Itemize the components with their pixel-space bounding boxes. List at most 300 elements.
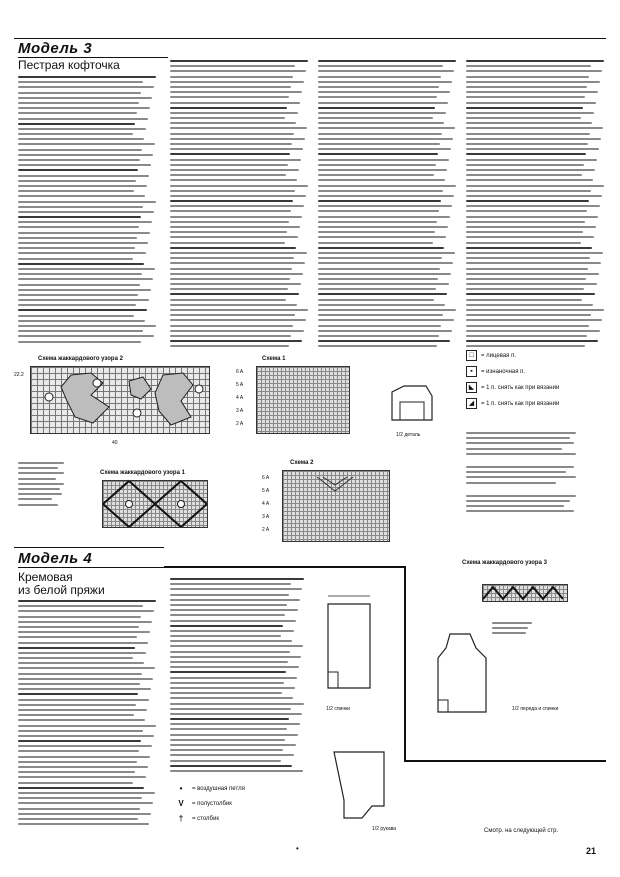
pattern-sleeve-outline xyxy=(322,744,402,828)
text-line xyxy=(170,599,300,601)
text-line xyxy=(18,818,138,820)
model3-column-2 xyxy=(170,60,310,351)
text-line xyxy=(170,138,305,140)
text-line xyxy=(318,112,446,114)
chart-2-motif xyxy=(283,471,389,541)
pattern-back xyxy=(318,588,388,705)
text-line xyxy=(170,651,290,653)
text-line xyxy=(466,174,582,176)
text-line xyxy=(466,195,602,197)
model3-subtitle: Пестрая кофточка xyxy=(18,58,120,72)
text-line xyxy=(318,138,453,140)
text-line xyxy=(466,159,597,161)
text-line xyxy=(466,127,603,129)
text-line xyxy=(318,179,445,181)
text-line xyxy=(18,304,136,306)
text-line xyxy=(466,179,593,181)
stitch-symbol-icon: † xyxy=(178,814,184,823)
text-line xyxy=(18,76,156,78)
text-line xyxy=(318,190,443,192)
text-line xyxy=(170,682,284,684)
text-line xyxy=(18,273,142,275)
text-line xyxy=(466,102,596,104)
text-line xyxy=(18,149,142,151)
legend-bottom-item xyxy=(176,814,296,823)
model4-column-2 xyxy=(170,578,310,775)
text-line xyxy=(170,242,285,244)
text-line xyxy=(18,138,144,140)
text-line xyxy=(318,293,447,295)
text-line xyxy=(170,159,301,161)
text-line xyxy=(318,169,447,171)
top-rule xyxy=(14,38,606,39)
text-line xyxy=(466,81,600,83)
text-line xyxy=(18,657,133,659)
model4-frame-top xyxy=(164,566,404,568)
text-line xyxy=(466,330,600,332)
text-line xyxy=(18,688,151,690)
text-line xyxy=(170,76,293,78)
text-line xyxy=(18,154,153,156)
text-line xyxy=(170,723,300,725)
legend-right-item xyxy=(466,366,596,377)
text-line xyxy=(18,143,155,145)
model4-heading: Модель 4 xyxy=(18,550,93,567)
text-line xyxy=(170,325,293,327)
text-line xyxy=(18,802,153,804)
text-line xyxy=(18,750,139,752)
text-line xyxy=(170,283,301,285)
text-line xyxy=(466,164,584,166)
text-line xyxy=(170,288,288,290)
text-line xyxy=(318,236,446,238)
text-line xyxy=(466,340,598,342)
text-line xyxy=(18,709,147,711)
text-line xyxy=(18,621,152,623)
text-line xyxy=(18,258,133,260)
text-line xyxy=(18,309,147,311)
text-line xyxy=(18,616,141,618)
text-line xyxy=(18,766,148,768)
text-line xyxy=(318,304,445,306)
text-line xyxy=(466,122,592,124)
text-line xyxy=(170,231,287,233)
caption-front: 1/2 переда и спинки xyxy=(512,706,559,712)
text-line xyxy=(318,247,444,249)
text-line xyxy=(170,164,288,166)
text-line xyxy=(170,703,304,705)
text-line xyxy=(170,588,302,590)
text-line xyxy=(18,175,149,177)
text-line xyxy=(318,242,433,244)
jacquard-chart-1 xyxy=(102,480,208,528)
text-line xyxy=(18,92,141,94)
text-line xyxy=(170,293,299,295)
text-line xyxy=(18,719,145,721)
text-line xyxy=(170,273,303,275)
text-line xyxy=(170,91,302,93)
text-line xyxy=(318,283,449,285)
text-line xyxy=(18,636,137,638)
text-line xyxy=(466,293,595,295)
text-line xyxy=(170,687,295,689)
text-line xyxy=(466,247,592,249)
text-line xyxy=(318,262,453,264)
text-line xyxy=(318,268,440,270)
text-line xyxy=(318,273,451,275)
jacquard-chart-3-zigzag xyxy=(483,585,567,601)
text-line xyxy=(170,236,298,238)
text-line xyxy=(18,787,144,789)
text-line xyxy=(466,236,594,238)
text-line xyxy=(170,148,303,150)
text-line xyxy=(466,148,599,150)
text-line xyxy=(318,221,437,223)
legend-text: = лицевая п. xyxy=(481,352,517,359)
stitch-symbol-icon: V xyxy=(178,799,184,808)
text-line xyxy=(170,583,291,585)
text-line xyxy=(466,65,591,67)
text-line xyxy=(318,102,448,104)
text-line xyxy=(170,728,287,730)
text-line xyxy=(318,65,443,67)
text-line xyxy=(18,823,149,825)
text-line xyxy=(18,315,134,317)
text-line xyxy=(318,325,441,327)
text-line xyxy=(18,206,143,208)
text-line xyxy=(170,697,293,699)
text-line xyxy=(18,159,140,161)
text-line xyxy=(466,112,594,114)
legend-text: = 1 п. снять как при вязании xyxy=(481,400,560,407)
text-line xyxy=(170,314,295,316)
chart-2-row-labels: 6 A 5 A 4 A 3 A 2 A xyxy=(262,475,270,533)
text-line xyxy=(318,86,439,88)
text-line xyxy=(466,117,581,119)
text-line xyxy=(318,257,442,259)
model4-frame-bottom xyxy=(404,760,606,762)
text-line xyxy=(170,174,286,176)
text-line xyxy=(170,330,304,332)
text-line xyxy=(170,190,295,192)
page-number: 21 xyxy=(586,846,597,856)
legend-right xyxy=(466,350,596,414)
text-line xyxy=(466,200,589,202)
text-line xyxy=(466,221,585,223)
text-line xyxy=(18,242,148,244)
text-line xyxy=(170,153,290,155)
text-line xyxy=(18,792,155,794)
text-line xyxy=(18,169,138,171)
text-line xyxy=(318,127,455,129)
text-line xyxy=(18,662,144,664)
text-line xyxy=(318,278,438,280)
pattern-piece-small xyxy=(382,376,452,433)
text-line xyxy=(170,671,286,673)
text-line xyxy=(18,216,141,218)
text-line xyxy=(170,200,293,202)
text-line xyxy=(318,60,456,62)
chart-1-title: Схема 1 xyxy=(262,356,286,362)
text-line xyxy=(18,97,152,99)
jacquard-chart-2-title: Схема жаккардового узора 2 xyxy=(38,356,123,362)
text-line xyxy=(466,257,590,259)
text-line xyxy=(18,642,148,644)
text-line xyxy=(170,319,306,321)
text-line xyxy=(170,210,291,212)
text-line xyxy=(170,221,289,223)
text-line xyxy=(170,645,303,647)
text-line xyxy=(170,143,292,145)
chart-1-row-labels: 6 A 5 A 4 A 3 A 2 A xyxy=(236,369,244,427)
continue-note: Смотр. на следующей стр. xyxy=(484,828,559,834)
pattern-front xyxy=(424,628,510,727)
model3-heading: Модель 3 xyxy=(18,40,93,57)
text-line xyxy=(170,262,305,264)
legend-text: = 1 п. снять как при вязании xyxy=(481,384,560,391)
text-line xyxy=(170,70,306,72)
chart-2 xyxy=(282,470,390,542)
text-line xyxy=(18,699,149,701)
text-line xyxy=(170,345,289,347)
text-line xyxy=(170,107,287,109)
text-line xyxy=(170,86,291,88)
jacquard-chart-3 xyxy=(482,584,568,602)
text-line xyxy=(170,640,292,642)
text-line xyxy=(170,340,302,342)
text-line xyxy=(466,335,587,337)
pattern-piece-small-outline xyxy=(382,376,452,428)
text-line xyxy=(466,304,593,306)
text-line xyxy=(170,335,291,337)
model4-top-rule xyxy=(14,547,164,548)
text-line xyxy=(18,756,150,758)
legend-symbol-icon: ◢ xyxy=(466,398,477,409)
text-line xyxy=(318,91,450,93)
legend-right-item xyxy=(466,382,596,393)
text-line xyxy=(170,304,297,306)
text-line xyxy=(170,179,297,181)
text-line xyxy=(466,143,588,145)
text-line xyxy=(170,133,294,135)
text-line xyxy=(466,96,585,98)
text-line xyxy=(170,102,300,104)
text-line xyxy=(466,299,582,301)
text-line xyxy=(170,65,295,67)
text-line xyxy=(318,81,452,83)
legend-text: = полустолбик xyxy=(192,800,232,807)
text-line xyxy=(18,190,134,192)
text-line xyxy=(318,96,437,98)
text-line xyxy=(318,330,452,332)
text-line xyxy=(170,635,281,637)
text-line xyxy=(318,107,435,109)
legend-right-item xyxy=(466,398,596,409)
model4-frame-right xyxy=(404,566,406,762)
text-line xyxy=(170,739,285,741)
text-line xyxy=(18,195,145,197)
legend-text: = воздушная петля xyxy=(192,785,245,792)
text-line xyxy=(18,335,154,337)
model4-heading-rule xyxy=(18,567,168,568)
model4-subtitle-line1: Кремовая xyxy=(18,570,73,584)
text-line xyxy=(18,102,139,104)
text-line xyxy=(18,745,152,747)
text-line xyxy=(170,127,307,129)
text-line xyxy=(318,309,456,311)
text-line xyxy=(18,118,148,120)
text-line xyxy=(170,718,289,720)
caption-sleeve: 1/2 рукава xyxy=(372,826,397,832)
text-line xyxy=(170,749,283,751)
text-line xyxy=(318,288,436,290)
text-line xyxy=(466,283,597,285)
text-line xyxy=(466,86,587,88)
text-line xyxy=(170,656,301,658)
text-line xyxy=(466,319,602,321)
text-line xyxy=(170,216,302,218)
text-line xyxy=(170,677,297,679)
text-line xyxy=(466,138,601,140)
text-line xyxy=(170,81,304,83)
text-line xyxy=(18,808,140,810)
text-line xyxy=(318,148,451,150)
text-line xyxy=(466,278,586,280)
text-line xyxy=(18,128,146,130)
text-line xyxy=(170,604,287,606)
stitch-symbol-icon: • xyxy=(179,784,183,793)
text-line xyxy=(466,169,595,171)
text-line xyxy=(466,242,581,244)
text-line xyxy=(466,70,602,72)
text-line xyxy=(466,226,596,228)
text-line xyxy=(170,661,288,663)
text-line xyxy=(170,226,300,228)
text-line xyxy=(18,683,140,685)
text-line xyxy=(18,341,141,343)
text-line xyxy=(170,666,299,668)
text-line xyxy=(18,330,143,332)
text-line xyxy=(170,122,296,124)
text-line xyxy=(170,309,308,311)
legend-bottom-item xyxy=(176,784,296,793)
text-line xyxy=(18,610,154,612)
text-line xyxy=(466,107,583,109)
text-line xyxy=(318,319,454,321)
pattern-caption: 1/2 деталь xyxy=(396,432,421,438)
text-line xyxy=(170,252,307,254)
text-line xyxy=(18,647,135,649)
text-line xyxy=(18,740,141,742)
pattern-sleeve xyxy=(322,744,402,833)
text-line xyxy=(318,133,442,135)
text-line xyxy=(18,325,156,327)
text-line xyxy=(318,299,434,301)
jacquard-chart-2-bottom-label: 40 xyxy=(112,440,118,446)
text-line xyxy=(170,60,308,62)
text-line xyxy=(466,133,590,135)
legend-text: = изнаночная п. xyxy=(481,368,526,375)
text-line xyxy=(170,770,303,772)
text-line xyxy=(18,112,137,114)
legend-text: = столбик xyxy=(192,815,219,822)
model3-column-3 xyxy=(318,60,458,351)
text-line xyxy=(18,232,150,234)
model4-column-1 xyxy=(18,600,158,828)
text-line xyxy=(318,70,454,72)
text-line xyxy=(18,299,149,301)
jacquard-chart-3-title: Схема жаккардового узора 3 xyxy=(462,560,547,566)
text-line xyxy=(318,76,441,78)
text-line xyxy=(18,667,155,669)
legend-bottom-item xyxy=(176,799,296,808)
text-line xyxy=(170,205,304,207)
text-line xyxy=(18,180,136,182)
text-line xyxy=(18,600,156,602)
text-line xyxy=(18,725,156,727)
legend-symbol-icon: ▪ xyxy=(466,366,477,377)
text-line xyxy=(18,211,154,213)
text-line xyxy=(18,268,155,270)
text-line xyxy=(170,744,296,746)
text-line xyxy=(318,226,448,228)
text-line xyxy=(170,708,291,710)
text-line xyxy=(170,713,302,715)
text-line xyxy=(466,210,587,212)
text-line xyxy=(18,164,151,166)
text-line xyxy=(170,765,292,767)
text-line xyxy=(170,625,283,627)
text-line xyxy=(466,262,601,264)
model4-subtitle-line2: из белой пряжи xyxy=(18,583,105,597)
text-line xyxy=(466,345,585,347)
jacquard-chart-2-motif xyxy=(31,367,209,433)
text-line xyxy=(170,195,306,197)
text-line xyxy=(318,210,439,212)
model3-column-1 xyxy=(18,76,158,346)
text-line xyxy=(466,309,604,311)
text-line xyxy=(170,96,289,98)
legend-right-item xyxy=(466,350,596,361)
text-line xyxy=(170,117,285,119)
text-line xyxy=(466,252,603,254)
text-line xyxy=(170,247,296,249)
text-line xyxy=(170,734,298,736)
text-line xyxy=(18,320,145,322)
text-line xyxy=(170,578,304,580)
legend-bottom xyxy=(176,784,296,829)
text-line xyxy=(466,216,598,218)
text-line xyxy=(18,226,139,228)
text-line xyxy=(18,813,151,815)
text-line xyxy=(318,117,433,119)
text-line xyxy=(466,314,591,316)
text-line xyxy=(466,231,583,233)
text-line xyxy=(170,112,298,114)
text-line xyxy=(18,289,151,291)
text-line xyxy=(18,252,146,254)
text-line xyxy=(170,614,285,616)
text-line xyxy=(18,771,135,773)
text-line xyxy=(318,153,438,155)
jacquard-chart-1-title: Схема жаккардового узора 1 xyxy=(100,470,185,476)
text-line xyxy=(318,314,443,316)
text-line xyxy=(318,195,454,197)
text-line xyxy=(18,81,143,83)
text-line xyxy=(318,216,450,218)
text-line xyxy=(318,252,455,254)
text-line xyxy=(318,122,444,124)
